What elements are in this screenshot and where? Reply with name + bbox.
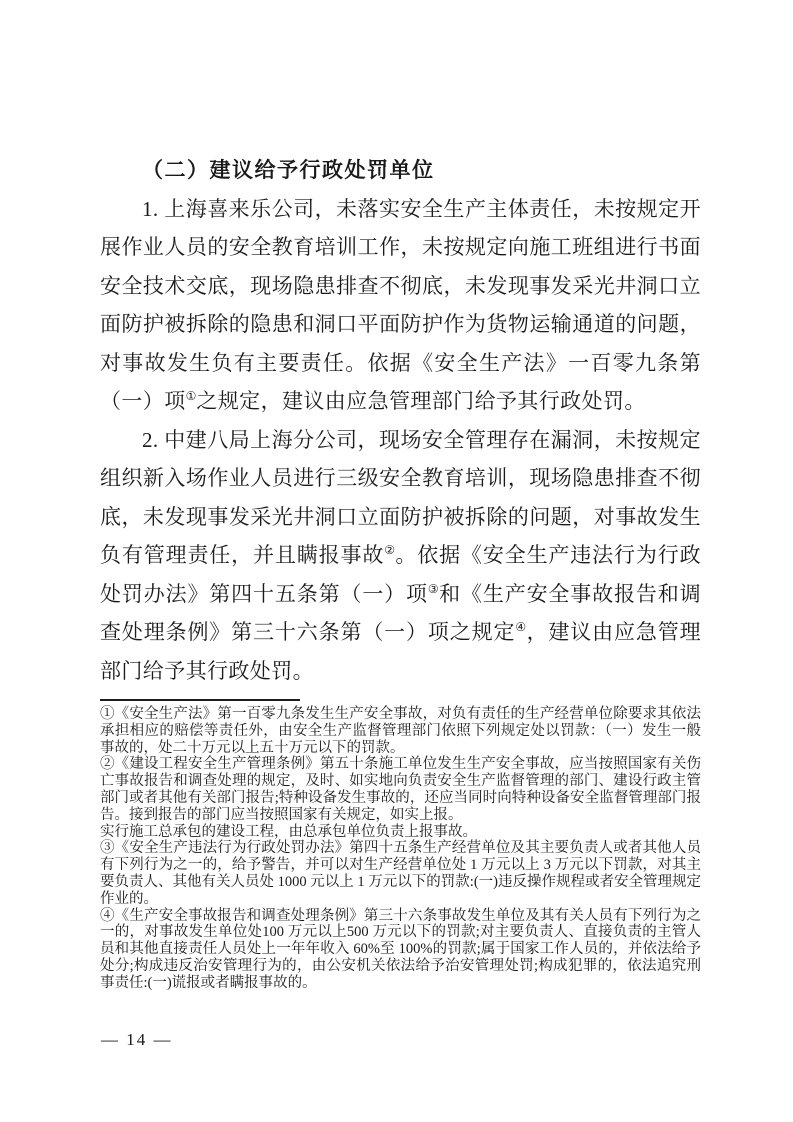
paragraph-2	[100, 421, 701, 691]
footnote-1-text: 《安全生产法》第一百零九条发生生产安全事故，对负有责任的生产经营单位除要求其依法承担相应的赔偿等责任外，由安全生产监督管理部门依照下列规定处以罚款：（一）发生一般事故的，处二十万元以上五十万元以下的罚款。	[100, 706, 702, 756]
footnote-4-marker: ④	[100, 907, 115, 924]
document-content	[100, 151, 701, 992]
paragraph-1-text: 之规定，建议由应急管理部门给予其行政处罚。	[196, 389, 646, 413]
footnote-4-text: 《生产安全事故报告和调查处理条例》第三十六条事故发生单位及其有关人员有下列行为之一的，对事故发生单位处100 万元以上500 万元以下的罚款;对主要负责人、直接负责的主管人员和其他直接责任人员处上一年年收入 60%至 100%的罚款;属于国家工作人员的，并依法给予处分;构成违反治安管理行为的，由公安机关依法给予治安管理处罚;构成犯罪的，依法追究刑事责任:(一)谎报或者瞒报事故的。	[100, 907, 702, 991]
paragraph-2-text: 和《生产安全事故报告和调查处理条例》第三十六条第（一）项之规定	[100, 581, 701, 644]
footnotes-section	[100, 706, 701, 992]
paragraph-2-text: ，建议由应急管理部门给予其行政处罚。	[100, 620, 701, 683]
footnote-divider	[100, 699, 300, 701]
footnote-3-text: 《安全生产违法行为行政处罚办法》第四十五条生产经营单位及其主要负责人或者其他人员有下列行为之一的，给予警告，并可以对生产经营单位处 1 万元以上 3 万元以下罚款，对其主要负责人、其他有关人员处 1000 元以上 1 万元以下的罚款:(一)违反操作规程或者安全管理规定作业的。	[100, 840, 702, 907]
footnote-1	[100, 706, 701, 756]
footnote-ref-4: ④	[515, 620, 527, 634]
footnote-ref-2: ②	[384, 543, 396, 557]
paragraph-1-text: 1. 上海喜来乐公司，未落实安全生产主体责任，未按规定开展作业人员的安全教育培训工作，未按规定向施工班组进行书面安全技术交底，现场隐患排查不彻底，未发现事发采光井洞口立面防护被拆除的隐患和洞口平面防护作为货物运输通道的问题，对事故发生负有主要责任。依据《安全生产法》一百零九条第（一）项	[100, 196, 701, 413]
footnote-2	[100, 756, 701, 823]
footnote-3	[100, 840, 701, 907]
footnote-2-marker: ②	[100, 756, 115, 773]
footnote-2-text: 《建设工程安全生产管理条例》第五十条施工单位发生生产安全事故，应当按照国家有关伤亡事故报告和调查处理的规定，及时、如实地向负责安全生产监督管理的部门、建设行政主管部门或者其他有关部门报告;特种设备发生事故的，还应当同时向特种设备安全监督管理部门报告。接到报告的部门应当按照国家有关规定，如实上报。	[100, 756, 702, 823]
footnote-2-extra-line: 实行施工总承包的建设工程，由总承包单位负责上报事故。	[100, 823, 477, 840]
section-heading: （二）建议给予行政处罚单位	[142, 158, 435, 182]
footnote-ref-3: ③	[427, 581, 440, 596]
paragraph-1	[100, 190, 701, 421]
paragraph-2-text: 。依据《安全生产违法行为行政处罚办法》第四十五条第（一）项	[100, 543, 701, 606]
paragraph-2-text: 2. 中建八局上海分公司，现场安全管理存在漏洞，未按规定组织新入场作业人员进行三级安全教育培训，现场隐患排查不彻底，未发现事发采光井洞口立面防护被拆除的问题，对事故发生负有管理责任，并且瞒报事故	[100, 427, 701, 567]
page-number: — 14 —	[101, 1030, 173, 1049]
footnote-1-marker: ①	[100, 706, 115, 722]
footnote-4	[100, 908, 701, 992]
footnote-3-marker: ③	[100, 840, 115, 857]
footnote-ref-1: ①	[185, 389, 197, 403]
